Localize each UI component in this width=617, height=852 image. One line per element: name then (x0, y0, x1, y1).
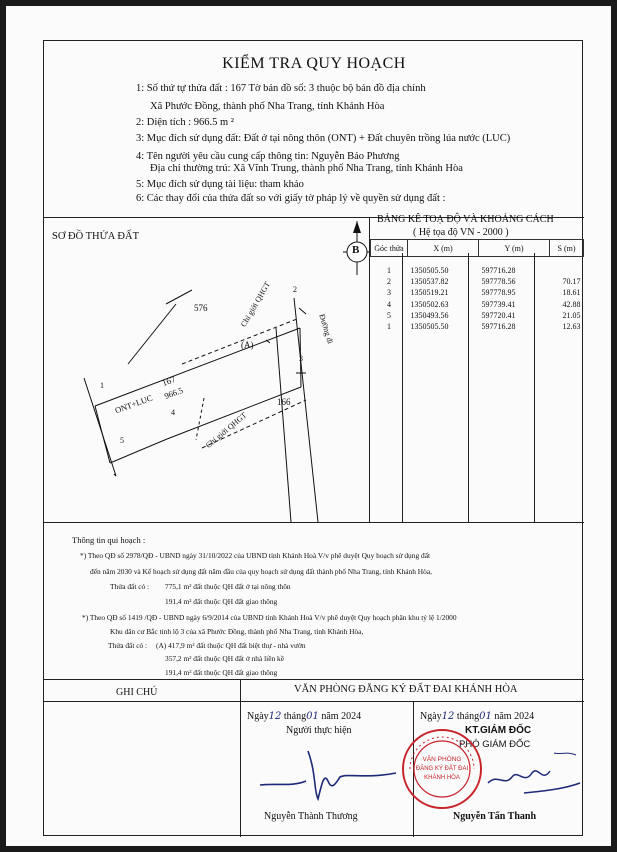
document-page (6, 6, 611, 846)
planning-decision-2: *) Theo QĐ số 1419 /QĐ - UBND ngày 6/9/2014 của UBND tỉnh Khánh Hoà V/v phê duyệt Quy hoạch phân khu tỷ lệ 1/2000 (82, 613, 457, 622)
changes-line: 6: Các thay đổi của thửa đất so với giấy tờ pháp lý về quyền sử dụng đất : (136, 193, 446, 204)
deputy-title: PHÓ GIÁM ĐỐC (459, 739, 531, 750)
coords-cell: 3 (387, 288, 391, 298)
date-label: tháng (283, 711, 307, 722)
map-boundary-left (84, 378, 116, 476)
coords-cell: 1350505.50 (410, 266, 449, 276)
parcel-576-label: 576 (194, 303, 208, 313)
corner-2-label: 2 (293, 285, 297, 294)
document-frame (43, 40, 583, 836)
address-line: Địa chỉ thường trú: Xã Vĩnh Trung, thành phố Nha Trang, tỉnh Khánh Hòa (150, 163, 463, 174)
coords-cell (550, 265, 584, 276)
performer-name: Nguyễn Thành Thương (264, 811, 358, 822)
planning-1-row: 775,1 m² đất thuộc QH đất ở tại nông thôn (165, 582, 291, 591)
date-day: 12 (441, 711, 455, 722)
setback-line-top (182, 319, 297, 364)
parcel-a-label: (A) (241, 340, 254, 350)
date-day: 12 (268, 711, 282, 722)
parcel-167-label: 167 (160, 373, 177, 389)
coords-header: X (m) (408, 240, 479, 257)
land-type-label: ONT+LUC (113, 392, 154, 416)
coords-cell: 597716.28 (481, 266, 516, 276)
coords-cell: 1 (387, 322, 391, 332)
coords-cell: 42.88 (562, 299, 581, 309)
footer-col-line (240, 679, 241, 837)
footer-divider (44, 679, 584, 680)
coords-cell: 1350502.63 (410, 299, 449, 309)
planning-2-row: 191,4 m² đất thuộc QH đất giao thông (165, 668, 278, 677)
coords-cell: 597720.41 (481, 310, 516, 320)
coords-header: Y (m) (479, 240, 550, 257)
office-name: VĂN PHÒNG ĐĂNG KÝ ĐẤT ĐAI KHÁNH HÒA (294, 684, 518, 695)
date-year: năm 2024 (321, 711, 362, 722)
coords-cell: 597739.41 (481, 299, 516, 309)
coords-cell: 5 (387, 310, 391, 320)
director-signature-icon (484, 743, 584, 803)
area-line: 2: Diện tích : 966.5 m ² (136, 117, 234, 128)
director-name: Nguyễn Tấn Thanh (453, 811, 537, 822)
planning-decision-1: *) Theo QĐ số 2978/QĐ - UBND ngày 31/10/2022 của UBND tỉnh Khánh Hoà V/v phê duyệt Quy hoạch sử dụng đất (80, 551, 431, 560)
official-seal-icon (400, 727, 484, 811)
coords-cell: 1350519.21 (410, 288, 449, 298)
coords-cell: 1350493.56 (410, 310, 449, 320)
svg-text:ĐĂNG KÝ ĐẤT ĐAI: ĐĂNG KÝ ĐẤT ĐAI (415, 766, 469, 772)
parcel-edge-5-1 (95, 406, 110, 463)
coords-cell: 2 (387, 277, 391, 287)
coords-cell: 12.63 (562, 322, 581, 332)
date-right (420, 711, 534, 722)
coords-cell: 1 (387, 266, 391, 276)
planning-decision-2-cont: Khu dân cư Bắc tỉnh lộ 3 của xã Phước Đồng, thành phố Nha Trang, tỉnh Khánh Hòa, (110, 627, 364, 636)
notes-heading: GHI CHÚ (116, 687, 158, 698)
svg-text:VĂN PHÒNG: VĂN PHÒNG (422, 756, 462, 763)
coords-cell: 4 (387, 299, 391, 309)
svg-text:KHÁNH HÒA: KHÁNH HÒA (424, 775, 460, 781)
table-col-line (534, 253, 535, 522)
coords-cell: 1350505.50 (410, 322, 449, 332)
performer-signature-icon (256, 743, 406, 805)
date-month: 01 (479, 711, 492, 722)
planning-2-row: (A) 417,9 m² đất thuộc QH đất biệt thự - nhà vườn (156, 641, 306, 650)
parcel-location-line: Xã Phước Đồng, thành phố Nha Trang, tỉnh Khánh Hòa (150, 101, 385, 112)
planning-2-row: 357,2 m² đất thuộc QH đất ở nhà liền kề (165, 654, 285, 663)
setback-label-top: Chỉ giới QHGT (239, 280, 273, 329)
footer-divider (44, 701, 584, 702)
date-label: Ngày (247, 711, 269, 722)
date-label: tháng (456, 711, 480, 722)
parcel-number-line: 1: Số thứ tự thửa đất : 167 Tờ bản đồ số: 3 thuộc bộ bản đồ địa chính (136, 83, 426, 94)
document-title: KIỂM TRA QUY HOẠCH (222, 55, 406, 72)
road-label: Đường đi (317, 313, 335, 345)
parcel-edge-4-5 (110, 439, 167, 463)
zone-split-line (196, 398, 204, 440)
parcel-edge-1-2 (95, 328, 300, 406)
planning-2-parcel-label: Thửa đất có : (108, 641, 148, 650)
coords-cell: 18.61 (562, 288, 581, 298)
corner-1-label: 1 (100, 381, 104, 390)
parcel-area-label: 966.5 (162, 385, 185, 401)
coords-title: BẢNG KÊ TOẠ ĐỘ VÀ KHOẢNG CÁCH (377, 214, 554, 225)
land-use-line: 3: Mục đích sử dụng đất: Đất ở tại nông thôn (ONT) + Đất chuyên trồng lúa nước (LUC) (136, 133, 511, 144)
planning-decision-1-cont: đến năm 2030 và Kế hoạch sử dụng đất năm đầu của quy hoạch sử dụng đất thành phố Nha Trang, tỉnh Khánh Hòa, (90, 567, 432, 576)
planning-info-heading: Thông tin qui hoạch : (72, 535, 146, 545)
corner-4-label: 4 (171, 408, 175, 417)
requester-line: 4: Tên người yêu cầu cung cấp thông tin: Nguyễn Bảo Phương (136, 151, 400, 162)
coords-cell: 597778.95 (481, 288, 516, 298)
corner-5-label: 5 (120, 436, 124, 445)
setback-label-bottom: Chỉ giới QHGT (204, 410, 249, 450)
coords-cell: 597716.28 (481, 322, 516, 332)
coords-cell: 70.17 (562, 277, 581, 287)
parcel-map (44, 218, 369, 522)
corner-3-label: 3 (299, 354, 303, 363)
purpose-line: 5: Mục đích sử dụng tài liệu: tham khảo (136, 179, 304, 190)
road-edge-right (294, 298, 318, 522)
parcel-576-boundary (128, 304, 176, 364)
date-label: Ngày (420, 711, 442, 722)
table-col-line (402, 253, 403, 522)
section-divider (44, 522, 584, 523)
coords-cell: 1350537.82 (410, 277, 449, 287)
table-col-line (468, 253, 469, 522)
map-heading: SƠ ĐỒ THỬA ĐẤT (52, 231, 139, 242)
planning-1-parcel-label: Thửa đất có : (110, 582, 150, 591)
coords-header: Góc thửa (371, 240, 408, 257)
coords-subtitle: ( Hệ tọa độ VN - 2000 ) (413, 227, 509, 238)
coords-header: S (m) (550, 240, 584, 257)
north-letter: B (352, 244, 360, 256)
road-edge-left (276, 328, 291, 522)
coords-cell: 597778.56 (481, 277, 516, 287)
date-left (247, 711, 361, 722)
date-year: năm 2024 (494, 711, 535, 722)
coords-cell: 21.05 (562, 310, 581, 320)
date-month: 01 (306, 711, 319, 722)
parcel-166-label: 166 (277, 397, 291, 407)
director-title: KT.GIÁM ĐỐC (465, 725, 532, 736)
planning-1-row: 191,4 m² đất thuộc QH đất giao thông (165, 597, 278, 606)
performer-title: Người thực hiện (286, 725, 352, 736)
